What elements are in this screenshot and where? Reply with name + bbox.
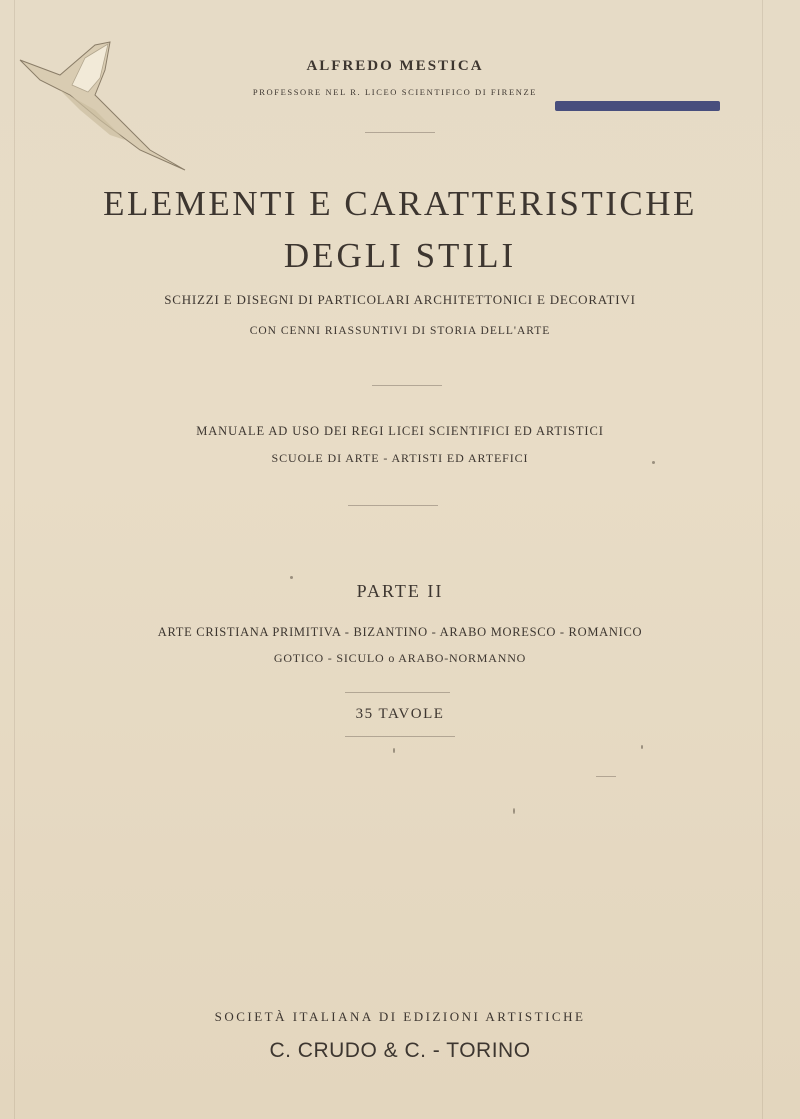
blue-ink-mark bbox=[555, 101, 720, 111]
part-heading: PARTE II bbox=[356, 581, 444, 601]
styles-line-2: GOTICO - SICULO o ARABO-NORMANNO bbox=[273, 651, 527, 665]
paper-speck bbox=[513, 808, 515, 814]
divider-middle bbox=[372, 385, 442, 386]
paper-mark bbox=[596, 776, 616, 777]
manual-line-1: MANUALE AD USO DEI REGI LICEI SCIENTIFICI ED ARTISTICI bbox=[196, 424, 604, 438]
subtitle-line-1: SCHIZZI E DISEGNI DI PARTICOLARI ARCHITETTONICI E DECORATIVI bbox=[164, 292, 636, 307]
author-affiliation: PROFESSORE NEL R. LICEO SCIENTIFICO DI FIRENZE bbox=[252, 87, 538, 97]
paper-speck bbox=[641, 745, 643, 749]
page-fold-right bbox=[762, 0, 763, 1119]
divider-lower bbox=[348, 505, 438, 506]
styles-line-1: ARTE CRISTIANA PRIMITIVA - BIZANTINO - ARABO MORESCO - ROMANICO bbox=[157, 625, 643, 639]
paper-speck bbox=[393, 748, 395, 753]
plates-count: 35 TAVOLE bbox=[355, 706, 445, 722]
divider-plates-top bbox=[345, 692, 450, 693]
publisher-name: SOCIETÀ ITALIANA DI EDIZIONI ARTISTICHE bbox=[214, 1009, 586, 1024]
publisher-imprint: C. CRUDO & C. - TORINO bbox=[269, 1039, 531, 1062]
title-line-1: ELEMENTI E CARATTERISTICHE bbox=[103, 184, 697, 223]
paper-speck bbox=[290, 576, 293, 579]
paper-speck bbox=[652, 461, 655, 464]
divider-plates-bottom bbox=[345, 736, 455, 737]
divider-top bbox=[365, 132, 435, 133]
manual-line-2: SCUOLE DI ARTE - ARTISTI ED ARTEFICI bbox=[271, 451, 529, 465]
author-name: ALFREDO MESTICA bbox=[306, 58, 484, 74]
title-line-2: DEGLI STILI bbox=[283, 236, 517, 275]
subtitle-line-2: CON CENNI RIASSUNTIVI DI STORIA DELL'ARTE bbox=[249, 325, 551, 337]
